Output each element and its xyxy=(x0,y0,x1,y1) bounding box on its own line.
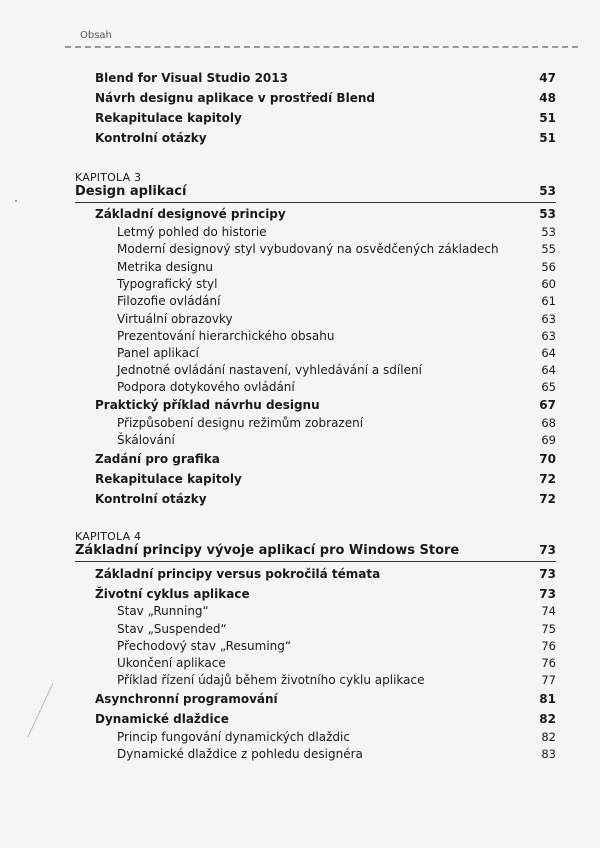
toc-page: 76 xyxy=(541,656,556,670)
toc-entry[interactable] xyxy=(0,294,600,312)
toc-entry[interactable] xyxy=(0,71,600,89)
toc-page: 47 xyxy=(539,71,556,85)
toc-page: 82 xyxy=(539,712,556,726)
toc-title: Kontrolní otázky xyxy=(95,492,207,506)
toc-page: 73 xyxy=(539,587,556,601)
toc-title: Princip fungování dynamických dlaždic xyxy=(117,730,350,744)
toc-entry[interactable] xyxy=(0,225,600,243)
toc-page: 76 xyxy=(541,639,556,653)
toc-entry[interactable] xyxy=(0,472,600,490)
toc-entry[interactable] xyxy=(0,398,600,416)
toc-title: Návrh designu aplikace v prostředí Blend xyxy=(95,91,375,105)
toc-title: Blend for Visual Studio 2013 xyxy=(95,71,288,85)
toc-page: 67 xyxy=(539,398,556,412)
toc-page: 63 xyxy=(541,312,556,326)
toc-title: Jednotné ovládání nastavení, vyhledávání a sdílení xyxy=(117,363,422,377)
header-rule xyxy=(65,46,578,48)
toc-page: 63 xyxy=(541,329,556,343)
toc-page: 69 xyxy=(541,433,556,447)
toc-page: 51 xyxy=(539,111,556,125)
chapter-title: Základní principy vývoje aplikací pro Windows Store xyxy=(75,543,460,558)
toc-page: 74 xyxy=(541,604,556,618)
toc-title: Ukončení aplikace xyxy=(117,656,226,670)
toc-page: 81 xyxy=(539,692,556,706)
chapter-rule xyxy=(75,202,556,203)
toc-title: Virtuální obrazovky xyxy=(117,312,233,326)
toc-title: Filozofie ovládání xyxy=(117,294,221,308)
toc-entry[interactable] xyxy=(0,346,600,364)
toc-page: 60 xyxy=(541,277,556,291)
toc-title: Základní designové principy xyxy=(95,207,286,221)
chapter-label: KAPITOLA 3 xyxy=(75,171,142,184)
toc-page: 55 xyxy=(541,242,556,256)
toc-page: 68 xyxy=(541,416,556,430)
chapter-page: 73 xyxy=(539,543,556,557)
toc-entry[interactable] xyxy=(0,380,600,398)
toc-entry[interactable] xyxy=(0,622,600,640)
toc-page: 65 xyxy=(541,380,556,394)
toc-title: Moderní designový styl vybudovaný na osvědčených základech xyxy=(117,242,499,256)
toc-entry[interactable] xyxy=(0,712,600,730)
toc-entry[interactable] xyxy=(0,416,600,434)
toc-entry[interactable] xyxy=(0,587,600,605)
chapter-rule xyxy=(75,561,556,562)
toc-entry[interactable] xyxy=(0,242,600,260)
running-header: Obsah xyxy=(80,30,112,41)
toc-title: Asynchronní programování xyxy=(95,692,278,706)
toc-page: 64 xyxy=(541,363,556,377)
toc-title: Typografický styl xyxy=(117,277,218,291)
toc-entry[interactable] xyxy=(0,329,600,347)
toc-title: Přechodový stav „Resuming“ xyxy=(117,639,292,653)
toc-title: Rekapitulace kapitoly xyxy=(95,472,242,486)
toc-entry[interactable] xyxy=(0,452,600,470)
toc-page: 82 xyxy=(541,730,556,744)
toc-title: Rekapitulace kapitoly xyxy=(95,111,242,125)
toc-page: 83 xyxy=(541,747,556,761)
toc-title: Základní principy versus pokročilá témata xyxy=(95,567,381,581)
toc-page: 77 xyxy=(541,673,556,687)
toc-title: Metrika designu xyxy=(117,260,214,274)
toc-title: Zadání pro grafika xyxy=(95,452,220,466)
toc-page: 75 xyxy=(541,622,556,636)
toc-entry[interactable] xyxy=(0,363,600,381)
toc-title: Přizpůsobení designu režimům zobrazení xyxy=(117,416,364,430)
chapter-label: KAPITOLA 4 xyxy=(75,530,142,543)
toc-title: Příklad řízení údajů během životního cyklu aplikace xyxy=(117,673,425,687)
toc-entry[interactable] xyxy=(0,433,600,451)
toc-entry[interactable] xyxy=(0,260,600,278)
toc-page: 53 xyxy=(541,225,556,239)
toc-entry[interactable] xyxy=(0,567,600,585)
toc-title: Dynamické dlaždice xyxy=(95,712,229,726)
chapter-title-entry[interactable] xyxy=(0,184,600,202)
toc-entry[interactable] xyxy=(0,207,600,225)
toc-entry[interactable] xyxy=(0,639,600,657)
toc-title: Stav „Suspended“ xyxy=(117,622,227,636)
toc-entry[interactable] xyxy=(0,673,600,691)
toc-page: 72 xyxy=(539,472,556,486)
chapter-title-entry[interactable] xyxy=(0,543,600,561)
chapter-title: Design aplikací xyxy=(75,184,187,199)
toc-page: 51 xyxy=(539,131,556,145)
toc-entry[interactable] xyxy=(0,312,600,330)
toc-page: 72 xyxy=(539,492,556,506)
toc-entry[interactable] xyxy=(0,747,600,765)
toc-page: 61 xyxy=(541,294,556,308)
toc-title: Stav „Running“ xyxy=(117,604,209,618)
toc-entry[interactable] xyxy=(0,91,600,109)
toc-title: Panel aplikací xyxy=(117,346,199,360)
toc-title: Dynamické dlaždice z pohledu designéra xyxy=(117,747,363,761)
toc-title: Podpora dotykového ovládání xyxy=(117,380,295,394)
toc-title: Škálování xyxy=(117,433,175,447)
toc-entry[interactable] xyxy=(0,111,600,129)
toc-title: Prezentování hierarchického obsahu xyxy=(117,329,335,343)
toc-entry[interactable] xyxy=(0,492,600,510)
toc-entry[interactable] xyxy=(0,692,600,710)
toc-page: 48 xyxy=(539,91,556,105)
toc-entry[interactable] xyxy=(0,131,600,149)
toc-entry[interactable] xyxy=(0,604,600,622)
toc-title: Praktický příklad návrhu designu xyxy=(95,398,320,412)
toc-title: Kontrolní otázky xyxy=(95,131,207,145)
toc-title: Životní cyklus aplikace xyxy=(95,587,250,601)
toc-page: 64 xyxy=(541,346,556,360)
chapter-page: 53 xyxy=(539,184,556,198)
toc-page: 53 xyxy=(539,207,556,221)
toc-entry[interactable] xyxy=(0,277,600,295)
toc-entry[interactable] xyxy=(0,730,600,748)
toc-page: 73 xyxy=(539,567,556,581)
toc-entry[interactable] xyxy=(0,656,600,674)
toc-title: Letmý pohled do historie xyxy=(117,225,267,239)
toc-page: 70 xyxy=(539,452,556,466)
toc-page: 56 xyxy=(541,260,556,274)
